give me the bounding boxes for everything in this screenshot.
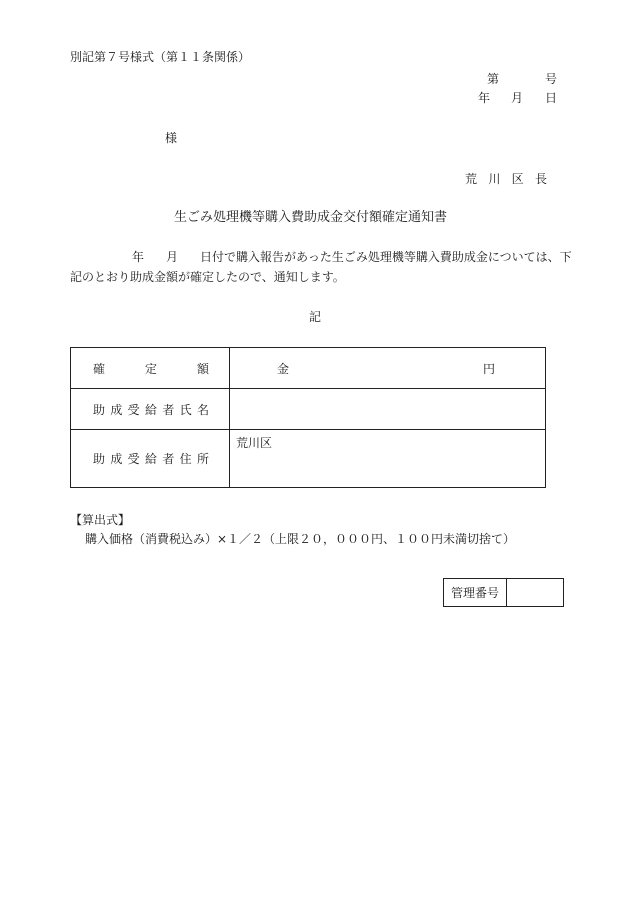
label-char: 者	[162, 452, 175, 466]
number-prefix: 第	[487, 72, 500, 86]
recipient-name-label	[71, 389, 230, 430]
table-row	[71, 348, 546, 389]
label-char: 額	[196, 361, 209, 376]
label-char: 氏	[179, 402, 192, 417]
recipient-address-label	[71, 430, 230, 488]
confirmation-table	[70, 347, 546, 488]
label-char: 名	[196, 402, 209, 417]
label-char: 受	[127, 452, 140, 466]
label-char: 成	[110, 402, 123, 417]
label-char: 助	[93, 452, 106, 466]
issuer-char: 長	[534, 172, 547, 186]
recipient-name-field[interactable]	[230, 389, 546, 430]
management-number-label: 管理番号	[444, 579, 507, 607]
formula-heading: 【算出式】	[70, 513, 131, 527]
amount-suffix: 円	[482, 361, 495, 376]
management-number-box	[443, 578, 564, 607]
issuer-char: 川	[488, 172, 501, 186]
label-char: 定	[144, 361, 157, 376]
label-char: 給	[144, 402, 157, 417]
form-label: 別記第７号様式（第１１条関係）	[70, 50, 251, 64]
address-prefix: 荒川区	[236, 436, 273, 450]
label-char: 助	[93, 402, 106, 417]
addressee-suffix: 様	[165, 131, 178, 145]
amount-prefix: 金	[277, 361, 290, 376]
table-row	[71, 389, 546, 430]
issuer-char: 区	[511, 172, 524, 186]
recipient-address-field[interactable]	[230, 430, 546, 488]
label-char: 所	[196, 452, 209, 466]
management-number-field[interactable]	[507, 579, 564, 607]
body-year: 年	[132, 250, 145, 264]
label-char: 者	[162, 402, 175, 417]
date-day: 日	[545, 91, 558, 105]
issuer-name	[465, 172, 547, 186]
label-char: 給	[144, 452, 157, 466]
label-char: 受	[127, 402, 140, 417]
document-title: 生ごみ処理機等購入費助成金交付額確定通知書	[174, 210, 448, 225]
issuer-char: 荒	[465, 172, 478, 186]
body-line2: 記のとおり助成金額が確定したので、通知します。	[70, 270, 345, 284]
formula-text: 購入価格（消費税込み）×１／２（上限２０，０００円、１００円未満切捨て）	[85, 532, 516, 546]
ki-marker: 記	[309, 310, 322, 324]
confirmed-amount-label	[71, 348, 230, 389]
body-line1: 日付で購入報告があった生ごみ処理機等購入費助成金については、下	[200, 250, 572, 264]
label-char: 成	[110, 452, 123, 466]
label-char: 住	[179, 452, 192, 466]
body-month: 月	[166, 250, 179, 264]
number-suffix: 号	[545, 72, 558, 86]
table-row	[71, 430, 546, 488]
confirmed-amount-field[interactable]	[230, 348, 546, 389]
date-year: 年	[478, 91, 491, 105]
date-month: 月	[511, 91, 524, 105]
label-char: 確	[93, 361, 106, 376]
